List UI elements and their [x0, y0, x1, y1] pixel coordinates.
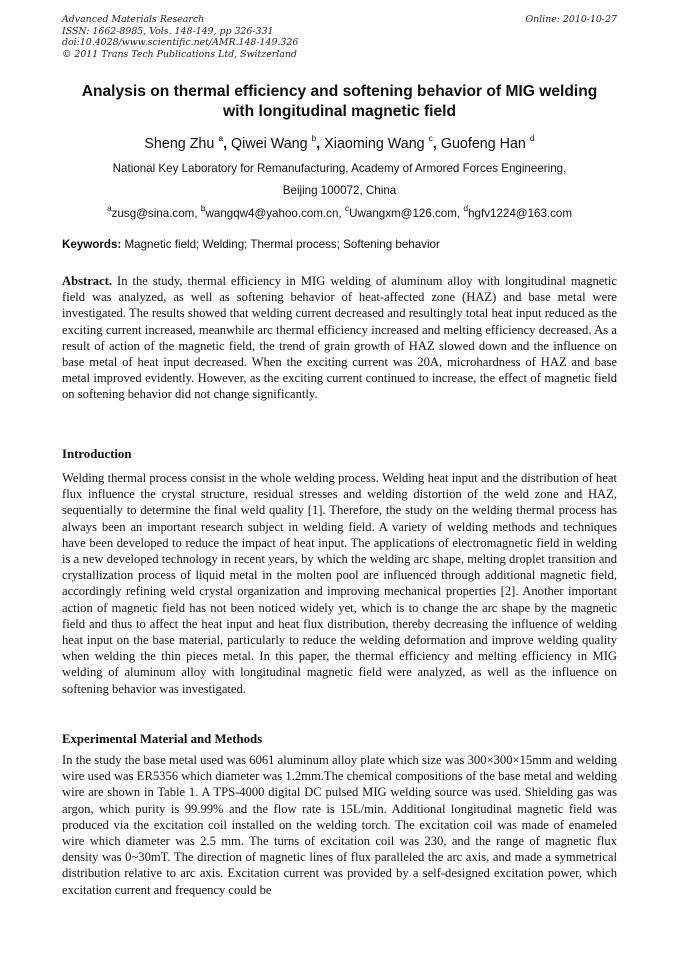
doi-line: doi:10.4028/www.scientific.net/AMR.148-149.326	[62, 37, 299, 49]
affiliation	[62, 158, 617, 202]
affiliation-line-1: National Key Laboratory for Remanufacturing, Academy of Armored Forces Engineering,	[112, 162, 567, 175]
author-list	[62, 130, 617, 153]
abstract-text: In the study, thermal efficiency in MIG welding of aluminum alloy with longitudinal magnetic field was analyzed, as well as softening behavior of heat-affected zone (HAZ) and base metal were investigated. The results showed that welding current decreased and resultingly total heat input reduced as the exciting current increased, meanwhile arc thermal efficiency increased and melting efficiency decreased. As a result of action of the magnetic field, the trend of grain growth of HAZ slowed down and the influence on base metal of heat input decreased. When the exciting current was 20A, microhardness of HAZ and base metal improved evidently. However, as the exciting current continued to increase, the effect of magnetic field on softening behavior did not change significantly.	[62, 274, 617, 402]
methods-text: In the study the base metal used was 6061 aluminum alloy plate which size was 300×300×15mm and welding wire used was ER5356 which diameter was 1.2mm.The chemical compositions of the base metal and welding wire are shown in Table 1. A TPS-4000 digital DC pulsed MIG welding source was used. Shielding gas was argon, which purity is 99.99% and the flow rate is 15L/min. Additional longitudinal magnetic field was produced via the excitation coil installed on the welding torch. The excitation coil was made of enameled wire which diameter was 2.5 mm. The turns of excitation coil was 230, and the range of magnetic flux density was 0~30mT. The direction of magnetic lines of flux paralleled the arc axis, and made a symmetrical distribution relative to arc axis. Excitation current was provided by a self-designed excitation power, which excitation current and frequency could be	[62, 753, 617, 897]
title-line-1: Analysis on thermal efficiency and softening behavior of MIG welding	[81, 83, 598, 100]
abstract-label: Abstract.	[62, 274, 113, 288]
running-header	[62, 14, 617, 60]
title-line-2: with longitudinal magnetic field	[222, 103, 457, 120]
introduction-heading: Introduction	[62, 447, 132, 461]
affiliation-line-2: Beijing 100072, China	[282, 184, 397, 197]
email-d[interactable]: $^d$hgfv1224@163.com	[463, 203, 573, 220]
abstract	[62, 273, 617, 403]
author-4: Guofeng Han $^d$	[440, 133, 535, 152]
email-c[interactable]: $^c$Uwangxm@126.com,	[344, 203, 464, 220]
author-1: Sheng Zhu $^a$,	[144, 133, 232, 152]
introduction-text: Welding thermal process consist in the whole welding process. Welding heat input and the distribution of heat flux influence the crystal structure, residual stresses and welding distortion of the weld zone and HAZ, sequentially to determine the final weld quality [1]. Therefore, the study on the welding thermal process has always been an important research subject in welding field. A variety of welding methods and techniques have been developed to reduce the impact of heat input. The applications of electromagnetic field in welding is a new developed technology in recent years, by which the welding arc shape, melting droplet transition and crystallization process of liquid metal in the molten pool are influenced through additional magnetic field, accordingly refining weld crystal organization and improving mechanical properties [2]. Another important action of magnetic field has not been noticed widely yet, which is to change the arc shape by the magnetic field and thus to affect the heat input and heat flux distribution, thereby decreasing the influence of welding heat input on the base material, particularly to reduce the welding deformation and improve welding quality when welding the thin pieces metal. In this paper, the thermal efficiency and melting efficiency in MIG welding of aluminum alloy with longitudinal magnetic field were analyzed, as well as the influence on softening behavior was investigated.	[62, 471, 617, 696]
keywords	[62, 238, 617, 252]
author-2: Qiwei Wang $^b$,	[231, 133, 325, 152]
author-3: Xiaoming Wang $^c$,	[324, 133, 441, 152]
keywords-text: Magnetic field; Welding; Thermal process; Softening behavior	[121, 238, 440, 251]
paper-title	[62, 82, 617, 122]
email-list	[62, 202, 617, 221]
journal-name: Advanced Materials Research	[62, 14, 205, 25]
copyright-line: © 2011 Trans Tech Publications Ltd, Switzerland	[62, 48, 297, 60]
email-b[interactable]: $^b$wangqw4@yahoo.com.cn,	[200, 203, 345, 220]
methods-heading: Experimental Material and Methods	[62, 732, 263, 746]
email-a[interactable]: $^a$zusg@sina.com,	[106, 203, 201, 220]
issn-line: ISSN: 1662-8985, Vols. 148-149, pp 326-331	[62, 25, 274, 37]
keywords-label: Keywords:	[62, 238, 122, 251]
online-date: Online: 2010-10-27	[525, 14, 617, 25]
